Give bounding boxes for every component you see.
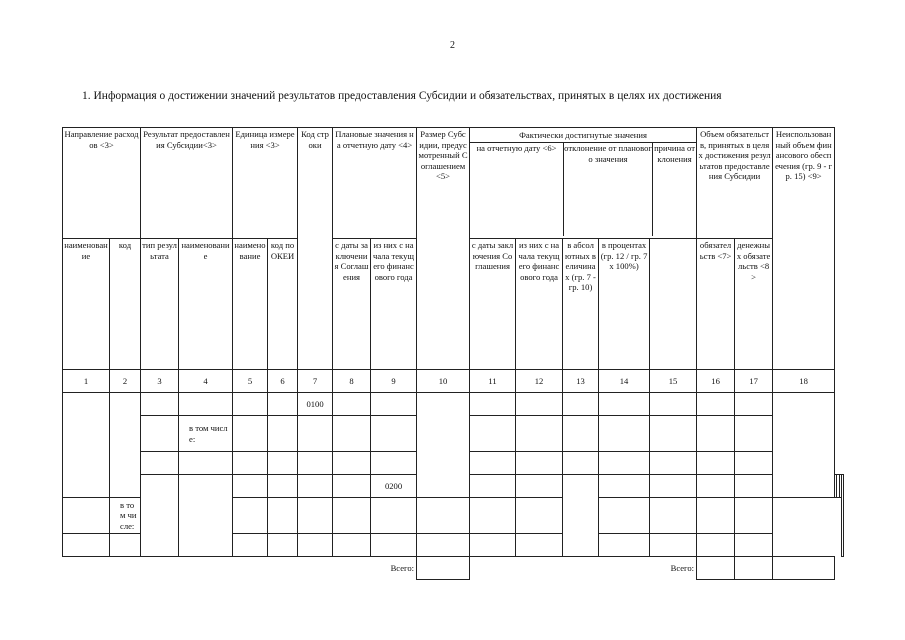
cell[interactable] — [650, 452, 697, 475]
col-num: 4 — [179, 370, 233, 393]
sub-result-name: наименование — [179, 239, 233, 370]
col-num: 10 — [417, 370, 470, 393]
cell[interactable] — [735, 534, 773, 557]
total-label-right: Всего: — [470, 557, 697, 580]
cell[interactable] — [233, 452, 268, 475]
cell[interactable] — [333, 416, 371, 452]
cell[interactable] — [141, 393, 179, 416]
cell[interactable] — [110, 393, 141, 498]
cell[interactable] — [697, 393, 735, 416]
row-code-0100: 0100 — [298, 393, 333, 416]
cell[interactable] — [841, 475, 843, 557]
cell[interactable] — [179, 452, 233, 475]
cell[interactable] — [650, 393, 697, 416]
row-code-0200: 0200 — [371, 475, 417, 498]
sub-planned-from-agreement: с даты заключения Соглашения — [333, 239, 371, 370]
cell[interactable] — [735, 393, 773, 416]
cell[interactable] — [516, 475, 563, 498]
cell[interactable] — [563, 393, 599, 416]
cell[interactable] — [599, 475, 650, 498]
header-deviation: отклонение от планового значения — [564, 143, 653, 236]
cell[interactable] — [298, 416, 333, 452]
cell[interactable] — [599, 393, 650, 416]
cell[interactable] — [63, 393, 110, 498]
cell[interactable] — [417, 393, 470, 498]
cell[interactable] — [470, 416, 516, 452]
cell[interactable] — [268, 416, 298, 452]
cell[interactable] — [268, 452, 298, 475]
cell[interactable] — [233, 534, 268, 557]
cell[interactable] — [371, 452, 417, 475]
col-num: 1 — [63, 370, 110, 393]
cell[interactable] — [697, 416, 735, 452]
total-cell[interactable] — [697, 557, 735, 580]
cell[interactable] — [179, 393, 233, 416]
cell[interactable] — [470, 393, 516, 416]
cell[interactable] — [599, 534, 650, 557]
cell[interactable] — [141, 416, 179, 452]
total-cell[interactable] — [735, 557, 773, 580]
header-actual: Фактически достигнутые значения — [470, 128, 696, 143]
cell[interactable] — [233, 393, 268, 416]
header-actual-group — [470, 128, 697, 239]
column-numbers-row — [63, 370, 844, 393]
cell[interactable] — [735, 416, 773, 452]
cell[interactable] — [516, 534, 563, 557]
including-label: в том числе: — [179, 416, 233, 452]
cell[interactable] — [333, 393, 371, 416]
cell[interactable] — [333, 534, 371, 557]
cell[interactable] — [268, 534, 298, 557]
cell[interactable] — [333, 475, 371, 498]
section-heading: 1. Информация о достижении значений результатов предоставления Субсидии и обязательствах, принятых в целях их достижения — [82, 90, 722, 102]
header-planned: Плановые значения на отчетную дату <4> — [333, 128, 417, 239]
cell[interactable] — [599, 416, 650, 452]
cell[interactable] — [268, 498, 298, 534]
cell[interactable] — [599, 452, 650, 475]
table-row — [63, 393, 844, 416]
sub-actual-current-year: из них с начала текущего финансового года — [516, 239, 563, 370]
report-table — [62, 127, 844, 580]
header-unit: Единица измерения <3> — [233, 128, 298, 239]
cell[interactable] — [371, 498, 417, 534]
col-num: 17 — [735, 370, 773, 393]
col-num: 15 — [650, 370, 697, 393]
col-num: 6 — [268, 370, 298, 393]
header-row-code: Код строки — [298, 128, 333, 370]
cell[interactable] — [298, 498, 333, 534]
sub-direction-code: код — [110, 239, 141, 370]
including-label: в том числе: — [110, 498, 141, 534]
cell[interactable] — [650, 498, 697, 534]
cell[interactable] — [298, 475, 333, 498]
sub-unit-name: наименование — [233, 239, 268, 370]
cell[interactable] — [516, 416, 563, 452]
cell[interactable] — [233, 498, 268, 534]
cell[interactable] — [650, 416, 697, 452]
page-number: 2 — [450, 40, 455, 51]
sub-obligations: обязательств <7> — [697, 239, 735, 370]
cell[interactable] — [697, 498, 735, 534]
sub-actual-from-agreement: с даты заключения Соглашения — [470, 239, 516, 370]
header-deviation-reason: причина отклонения — [654, 143, 695, 164]
cell[interactable] — [697, 534, 735, 557]
header-obligations: Объем обязательств, принятых в целях достижения результатов предоставления Субсидии — [697, 128, 773, 239]
total-row — [63, 557, 844, 580]
cell[interactable] — [371, 416, 417, 452]
cell[interactable] — [563, 416, 599, 452]
cell[interactable] — [63, 498, 110, 534]
cell[interactable] — [63, 534, 110, 557]
cell[interactable] — [563, 452, 599, 475]
col-num: 9 — [371, 370, 417, 393]
cell[interactable] — [516, 498, 563, 534]
col-num: 16 — [697, 370, 735, 393]
col-num: 14 — [599, 370, 650, 393]
cell[interactable] — [650, 534, 697, 557]
cell[interactable] — [298, 452, 333, 475]
sub-deviation-absolute: в абсолютных величинах (гр. 7 - гр. 10) — [563, 239, 599, 370]
col-num: 11 — [470, 370, 516, 393]
col-num: 5 — [233, 370, 268, 393]
cell[interactable] — [371, 534, 417, 557]
cell[interactable] — [333, 452, 371, 475]
sub-result-type: тип результата — [141, 239, 179, 370]
cell[interactable] — [371, 393, 417, 416]
cell[interactable] — [773, 393, 835, 498]
cell[interactable] — [735, 475, 773, 498]
cell[interactable] — [268, 393, 298, 416]
cell[interactable] — [333, 498, 371, 534]
cell[interactable] — [141, 475, 179, 557]
cell[interactable] — [141, 452, 179, 475]
sub-direction-name: наименование — [63, 239, 110, 370]
cell[interactable] — [417, 534, 470, 557]
cell[interactable] — [470, 475, 516, 498]
header-direction: Направление расходов <3> — [63, 128, 141, 239]
cell[interactable] — [298, 534, 333, 557]
col-num: 12 — [516, 370, 563, 393]
cell[interactable] — [470, 498, 516, 534]
cell[interactable] — [563, 475, 599, 557]
total-label-left: Всего: — [63, 557, 417, 580]
total-cell[interactable] — [417, 557, 470, 580]
col-num: 18 — [773, 370, 835, 393]
sub-unit-okei: код по ОКЕИ — [268, 239, 298, 370]
cell[interactable] — [599, 498, 650, 534]
cell[interactable] — [268, 475, 298, 498]
col-num: 3 — [141, 370, 179, 393]
header-subsidy-size: Размер Субсидии, предусмотренный Соглашением <5> — [417, 128, 470, 370]
sub-deviation-reason-blank — [650, 239, 697, 370]
cell[interactable] — [697, 475, 735, 498]
cell[interactable] — [516, 393, 563, 416]
cell[interactable] — [233, 475, 268, 498]
cell[interactable] — [697, 452, 735, 475]
header-result: Результат предоставления Субсидии<3> — [141, 128, 233, 239]
sub-deviation-percent: в процентах (гр. 12 / гр. 7 x 100%) — [599, 239, 650, 370]
col-num: 8 — [333, 370, 371, 393]
cell[interactable] — [735, 498, 773, 534]
cell[interactable] — [233, 416, 268, 452]
cell[interactable] — [179, 475, 233, 557]
sub-money-obligations: денежных обязательств <8> — [735, 239, 773, 370]
cell[interactable] — [650, 475, 697, 498]
cell[interactable] — [110, 534, 141, 557]
cell[interactable] — [470, 534, 516, 557]
header-unused: Неиспользованный объем финансового обеспечения (гр. 9 - гр. 15) <9> — [773, 128, 835, 370]
col-num: 2 — [110, 370, 141, 393]
col-num: 7 — [298, 370, 333, 393]
cell[interactable] — [735, 452, 773, 475]
cell[interactable] — [516, 452, 563, 475]
col-num: 13 — [563, 370, 599, 393]
total-cell[interactable] — [773, 557, 835, 580]
header-actual-date: на отчетную дату <6> — [470, 143, 564, 236]
cell[interactable] — [470, 452, 516, 475]
cell[interactable] — [417, 498, 470, 534]
sub-planned-current-year: из них с начала текущего финансового года — [371, 239, 417, 370]
